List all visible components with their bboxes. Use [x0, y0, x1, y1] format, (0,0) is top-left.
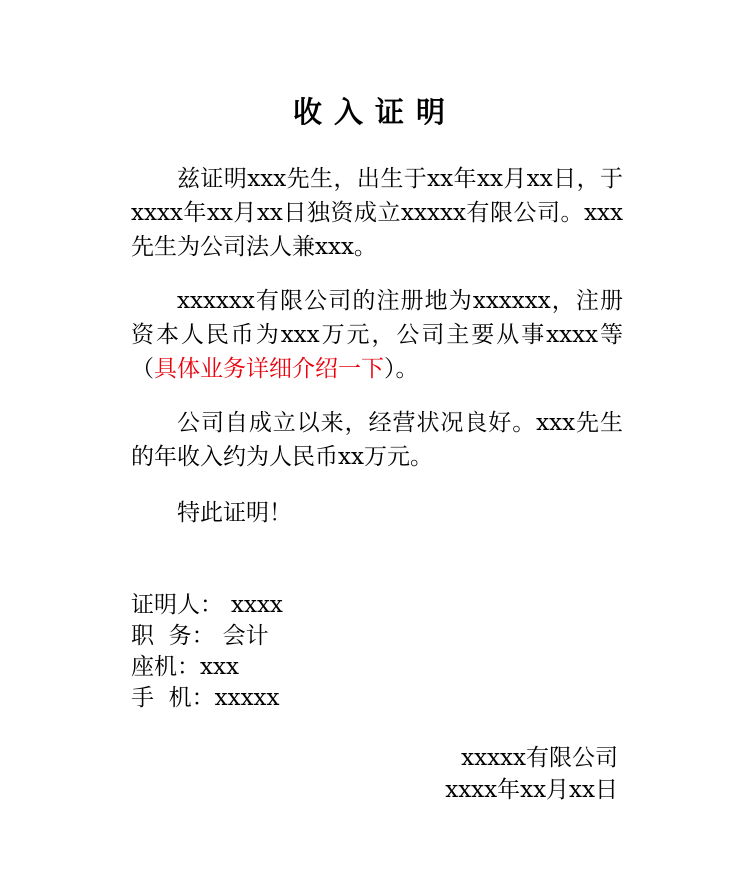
position-label: 职 务： [131, 623, 215, 649]
signer-line-position [131, 621, 283, 652]
mobile-label: 手 机： [131, 685, 215, 711]
signer-line-landline [131, 652, 283, 683]
paragraph-company [131, 284, 623, 386]
paragraph-income: 公司自成立以来，经营状况良好。xxx先生的年收入约为人民币xx万元。 [131, 410, 623, 470]
landline-value: xxx [200, 654, 239, 680]
certifier-label: 证明人： [131, 592, 223, 618]
footer-company: xxxxx有限公司 [461, 745, 618, 771]
paragraph-identity: 兹证明xxx先生，出生于xx年xx月xx日，于xxxx年xx月xx日独资成立xxxxx有限公司。xxx先生为公司法人兼xxx。 [131, 166, 623, 260]
paragraph-closing: 特此证明！ [177, 500, 292, 526]
position-value: 会计 [222, 623, 269, 649]
signer-block [131, 590, 283, 714]
paragraph-company-end: ）。 [384, 356, 419, 382]
paragraph-company-text: xxxxxx有限公司的注册地为xxxxxx，注册资本人民币为xxx万元，公司主要从事xxxx等（ [131, 288, 623, 382]
footer-date: xxxx年xx月xx日 [445, 777, 618, 803]
highlight-business-note: 具体业务详细介绍一下 [154, 356, 384, 382]
certifier-value: xxxx [231, 592, 283, 618]
signer-line-mobile [131, 683, 283, 714]
footer-block [445, 742, 618, 806]
document-title: 收入证明 [292, 95, 457, 129]
signer-line-certifier [131, 590, 283, 621]
mobile-value: xxxxx [214, 685, 280, 711]
landline-label: 座机： [131, 654, 200, 680]
